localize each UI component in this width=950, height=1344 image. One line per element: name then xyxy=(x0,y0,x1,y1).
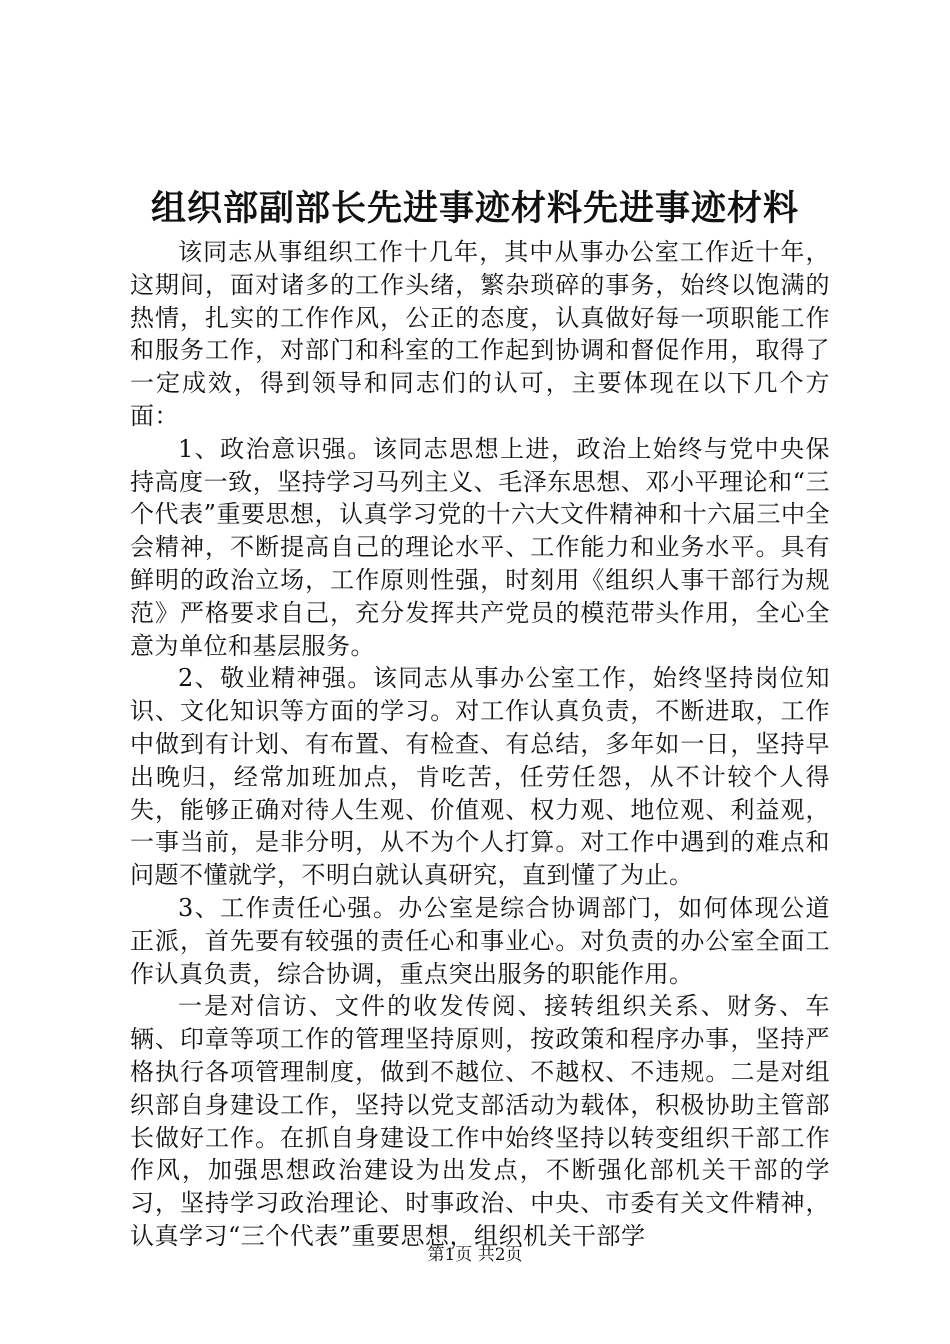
paragraph-political-awareness: 1、政治意识强。该同志思想上进，政治上始终与党中央保持高度一致，坚持学习马列主义、毛泽东思想、邓小平理论和“三个代表”重要思想，认真学习党的十六大文件精神和十六届三中全会精神，不断提高自己的理论水平、工作能力和业务水平。具有鲜明的政治立场，工作原则性强，时刻用《组织人事干部行为规范》严格要求自己，充分发挥共产党员的模范带头作用，全心全意为单位和基层服务。 xyxy=(130,434,830,660)
paragraph-dedication: 2、敬业精神强。该同志从事办公室工作，始终坚持岗位知识、文化知识等方面的学习。对工作认真负责，不断进取，工作中做到有计划、有布置、有检查、有总结，多年如一日，坚持早出晚归，经常加班加点，肯吃苦，任劳任怨，从不计较个人得失，能够正确对待人生观、价值观、权力观、地位观、利益观，一事当前，是非分明，从不为个人打算。对工作中遇到的难点和问题不懂就学，不明白就认真研究，直到懂了为止。 xyxy=(130,664,830,890)
paragraph-responsibility: 3、工作责任心强。办公室是综合协调部门，如何体现公道正派，首先要有较强的责任心和事业心。对负责的办公室全面工作认真负责，综合协调，重点突出服务的职能作用。 xyxy=(130,893,830,988)
paragraph-intro: 该同志从事组织工作十几年，其中从事办公室工作近十年，这期间，面对诸多的工作头绪，繁杂琐碎的事务，始终以饱满的热情，扎实的工作作风，公正的态度，认真做好每一项职能工作和服务工作，对部门和科室的工作起到协调和督促作用，取得了一定成效，得到领导和同志们的认可，主要体现在以下几个方面： xyxy=(130,238,830,430)
paragraph-details: 一是对信访、文件的收发传阅、接转组织关系、财务、车辆、印章等项工作的管理坚持原则，按政策和程序办事，坚持严格执行各项管理制度，做到不越位、不越权、不违规。二是对组织部自身建设工作，坚持以党支部活动为载体，积极协助主管部长做好工作。在抓自身建设工作中始终坚持以转变组织干部工作作风，加强思想政治建设为出发点，不断强化部机关干部的学习，坚持学习政治理论、时事政治、中央、市委有关文件精神，认真学习“三个代表”重要思想，组织机关干部学 xyxy=(130,992,830,1250)
page-footer: 第1页 共2页 xyxy=(427,1245,523,1265)
document-body xyxy=(130,236,830,1253)
document-title: 组织部副部长先进事迹材料先进事迹材料 xyxy=(150,188,799,229)
